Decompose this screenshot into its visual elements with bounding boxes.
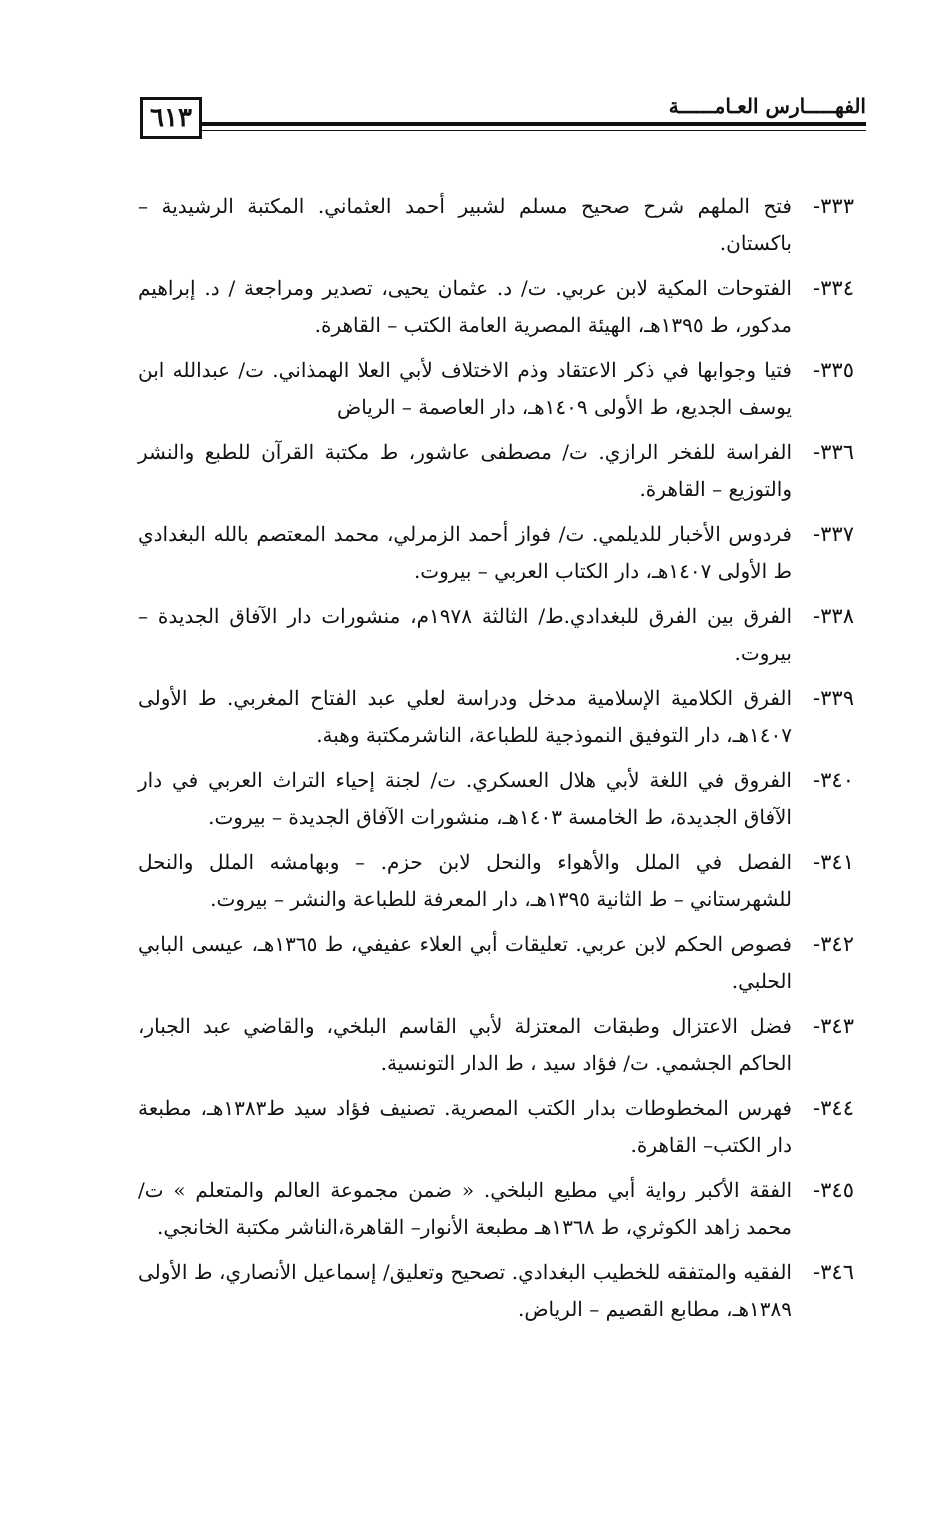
entry-text: الفرق الكلامية الإسلامية مدخل ودراسة لعلي عبد الفتاح المغربي. ط الأولى ١٤٠٧هـ، دار التوفيق النموذجية للطباعة، الناشرمكتبة وهبة.	[138, 686, 792, 747]
entry-text: فتيا وجوابها في ذكر الاعتقاد وذم الاختلاف لأبي العلا الهمذاني. ت/ عبدالله ابن يوسف الجديع، ط الأولى ١٤٠٩هـ، دار العاصمة – الرياض	[138, 358, 792, 419]
header-rule-thick	[202, 122, 866, 126]
bibliography-entry	[138, 434, 854, 508]
entry-text: الفصل في الملل والأهواء والنحل لابن حزم. – وبهامشه الملل والنحل للشهرستاني – ط الثانية ١٣٩٥هـ، دار المعرفة للطباعة والنشر – بيروت.	[138, 850, 792, 911]
entry-text: فهرس المخطوطات بدار الكتب المصرية. تصنيف فؤاد سيد ط١٣٨٣هـ، مطبعة دار الكتب– القاهرة.	[138, 1096, 792, 1157]
entry-number: ٣٣٣-	[813, 194, 854, 218]
bibliography-entry	[138, 598, 854, 672]
bibliography-entry	[138, 516, 854, 590]
entry-number: ٣٣٥-	[813, 358, 854, 382]
entry-number: ٣٤٦-	[813, 1260, 854, 1284]
bibliography-entry	[138, 1254, 854, 1328]
bibliography-entry	[138, 352, 854, 426]
bibliography-entry	[138, 762, 854, 836]
entry-number: ٣٤٤-	[813, 1096, 854, 1120]
header-rule-thin	[202, 130, 866, 131]
entry-number: ٣٣٨-	[813, 604, 854, 628]
bibliography-entry	[138, 926, 854, 1000]
entry-text: الفراسة للفخر الرازي. ت/ مصطفى عاشور، ط مكتبة القرآن للطبع والنشر والتوزيع – القاهرة.	[138, 440, 792, 501]
entry-text: فضل الاعتزال وطبقات المعتزلة لأبي القاسم البلخي، والقاضي عبد الجبار، الحاكم الجشمي. ت/ فؤاد سيد ، ط الدار التونسية.	[138, 1014, 792, 1075]
bibliography-entry	[138, 1172, 854, 1246]
bibliography-entry	[138, 188, 854, 262]
entry-number: ٣٣٤-	[813, 276, 854, 300]
entry-number: ٣٤٠-	[813, 768, 854, 792]
entry-text: فصوص الحكم لابن عربي. تعليقات أبي العلاء عفيفي، ط ١٣٦٥هـ، عيسى البابي الحلبي.	[138, 932, 792, 993]
entry-text: فتح الملهم شرح صحيح مسلم لشبير أحمد العثماني. المكتبة الرشيدية – باكستان.	[138, 194, 792, 255]
running-title: الفهـــــارس العـامــــــة	[668, 94, 866, 118]
entry-number: ٣٣٦-	[813, 440, 854, 464]
entry-text: الفرق بين الفرق للبغدادي.ط/ الثالثة ١٩٧٨م، منشورات دار الآفاق الجديدة – بيروت.	[138, 604, 792, 665]
bibliography-entry	[138, 270, 854, 344]
bibliography-entry	[138, 844, 854, 918]
bibliography-entry	[138, 1090, 854, 1164]
entry-text: الفقة الأكبر رواية أبي مطيع البلخي. « ضمن مجموعة العالم والمتعلم » ت/ محمد زاهد الكوثري، ط ١٣٦٨هـ مطبعة الأنوار– القاهرة،الناشر مكتبة الخانجي.	[138, 1178, 792, 1239]
bibliography-list	[138, 188, 854, 1336]
entry-text: الفتوحات المكية لابن عربي. ت/ د. عثمان يحيى، تصدير ومراجعة / د. إبراهيم مدكور، ط ١٣٩٥هـ، الهيئة المصرية العامة الكتب – القاهرة.	[138, 276, 792, 337]
entry-text: الفروق في اللغة لأبي هلال العسكري. ت/ لجنة إحياء التراث العربي في دار الآفاق الجديدة، ط الخامسة ١٤٠٣هـ، منشورات الآفاق الجديدة – بيروت.	[138, 768, 792, 829]
entry-number: ٣٤٣-	[813, 1014, 854, 1038]
bibliography-entry	[138, 680, 854, 754]
entry-text: الفقيه والمتفقه للخطيب البغدادي. تصحيح وتعليق/ إسماعيل الأنصاري، ط الأولى ١٣٨٩هـ، مطابع القصيم – الرياض.	[138, 1260, 792, 1321]
entry-number: ٣٣٩-	[813, 686, 854, 710]
bibliography-entry	[138, 1008, 854, 1082]
entry-number: ٣٤٢-	[813, 932, 854, 956]
entry-number: ٣٣٧-	[813, 522, 854, 546]
page-number: ٦١٣	[140, 97, 202, 139]
entry-number: ٣٤١-	[813, 850, 854, 874]
entry-text: فردوس الأخبار للديلمي. ت/ فواز أحمد الزمرلي، محمد المعتصم بالله البغدادي ط الأولى ١٤٠٧هـ، دار الكتاب العربي – بيروت.	[138, 522, 792, 583]
entry-number: ٣٤٥-	[813, 1178, 854, 1202]
